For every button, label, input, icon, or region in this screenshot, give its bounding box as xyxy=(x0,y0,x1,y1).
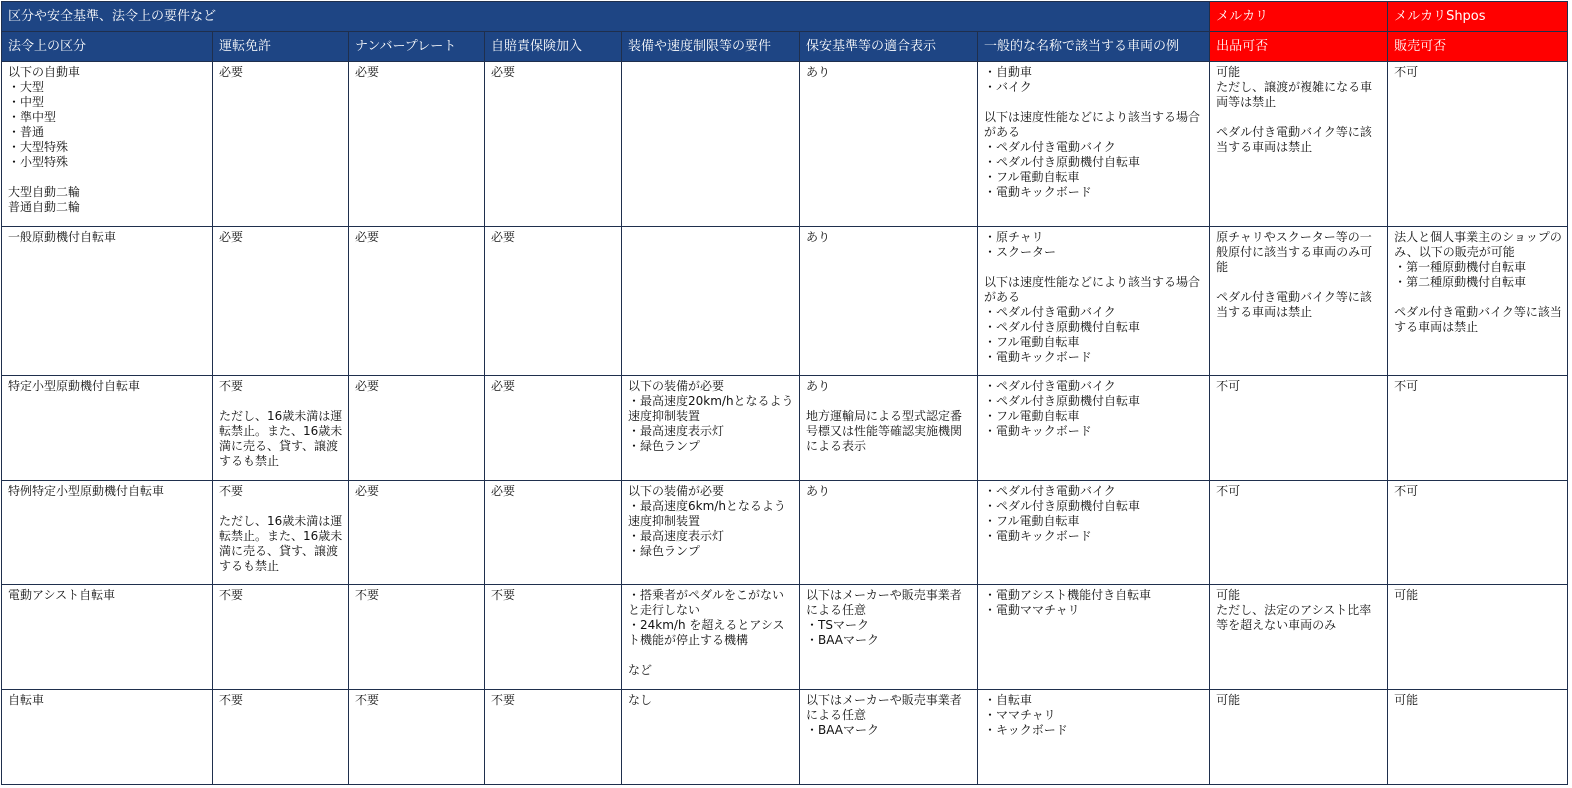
cell-license: 不要 ただし、16歳未満は運転禁止。また、16歳未満に売る、貸す、譲渡するも禁止 xyxy=(213,376,349,481)
cell-license: 必要 xyxy=(213,227,349,376)
cell-legal-class: 特例特定小型原動機付自転車 xyxy=(2,481,213,585)
cell-license: 不要 ただし、16歳未満は運転禁止。また、16歳未満に売る、貸す、譲渡するも禁止 xyxy=(213,481,349,585)
group-header-row xyxy=(2,2,1568,32)
column-header-plate: ナンバープレート xyxy=(349,32,485,62)
cell-examples: ・ペダル付き電動バイク ・ペダル付き原動機付自転車 ・フル電動自転車 ・電動キックボード xyxy=(978,481,1210,585)
cell-listing: 原チャリやスクーター等の一般原付に該当する車両のみ可能 ペダル付き電動バイク等に該当する車両は禁止 xyxy=(1210,227,1388,376)
cell-conformity: あり xyxy=(800,481,978,585)
cell-plate: 必要 xyxy=(349,376,485,481)
cell-equipment xyxy=(622,62,800,227)
cell-equipment: なし xyxy=(622,690,800,785)
cell-plate: 不要 xyxy=(349,585,485,690)
column-header-listing: 出品可否 xyxy=(1210,32,1388,62)
cell-listing: 不可 xyxy=(1210,481,1388,585)
cell-insurance: 不要 xyxy=(485,690,622,785)
cell-insurance: 必要 xyxy=(485,62,622,227)
column-header-equipment: 装備や速度制限等の要件 xyxy=(622,32,800,62)
cell-sales: 不可 xyxy=(1388,481,1568,585)
cell-legal-class: 電動アシスト自転車 xyxy=(2,585,213,690)
cell-license: 必要 xyxy=(213,62,349,227)
cell-legal-class: 自転車 xyxy=(2,690,213,785)
cell-insurance: 不要 xyxy=(485,585,622,690)
group-header-rules: 区分や安全基準、法令上の要件など xyxy=(2,2,1210,32)
column-header-license: 運転免許 xyxy=(213,32,349,62)
cell-examples: ・自転車 ・ママチャリ ・キックボード xyxy=(978,690,1210,785)
cell-listing: 可能 ただし、法定のアシスト比率等を超えない車両のみ xyxy=(1210,585,1388,690)
table-row xyxy=(2,227,1568,376)
cell-insurance: 必要 xyxy=(485,227,622,376)
cell-sales: 可能 xyxy=(1388,585,1568,690)
cell-legal-class: 以下の自動車 ・大型 ・中型 ・準中型 ・普通 ・大型特殊 ・小型特殊 大型自動二輪 普通自動二輪 xyxy=(2,62,213,227)
cell-license: 不要 xyxy=(213,690,349,785)
cell-listing: 可能 ただし、譲渡が複雑になる車両等は禁止 ペダル付き電動バイク等に該当する車両は禁止 xyxy=(1210,62,1388,227)
cell-conformity: あり xyxy=(800,62,978,227)
cell-sales: 不可 xyxy=(1388,376,1568,481)
cell-examples: ・ペダル付き電動バイク ・ペダル付き原動機付自転車 ・フル電動自転車 ・電動キックボード xyxy=(978,376,1210,481)
cell-sales: 不可 xyxy=(1388,62,1568,227)
cell-plate: 不要 xyxy=(349,690,485,785)
cell-insurance: 必要 xyxy=(485,376,622,481)
column-header-examples: 一般的な名称で該当する車両の例 xyxy=(978,32,1210,62)
cell-sales: 可能 xyxy=(1388,690,1568,785)
vehicle-regulation-table xyxy=(1,1,1568,785)
cell-equipment: ・搭乗者がペダルをこがないと走行しない ・24km/h を超えるとアシスト機能が停止する機構 など xyxy=(622,585,800,690)
column-header-sales: 販売可否 xyxy=(1388,32,1568,62)
cell-conformity: 以下はメーカーや販売事業者による任意 ・BAAマーク xyxy=(800,690,978,785)
cell-plate: 必要 xyxy=(349,62,485,227)
table-row xyxy=(2,690,1568,785)
column-header-insurance: 自賠責保険加入 xyxy=(485,32,622,62)
cell-plate: 必要 xyxy=(349,227,485,376)
cell-legal-class: 特定小型原動機付自転車 xyxy=(2,376,213,481)
table-row xyxy=(2,62,1568,227)
cell-listing: 可能 xyxy=(1210,690,1388,785)
cell-listing: 不可 xyxy=(1210,376,1388,481)
column-header-conformity: 保安基準等の適合表示 xyxy=(800,32,978,62)
cell-equipment xyxy=(622,227,800,376)
cell-sales: 法人と個人事業主のショップのみ、以下の販売が可能 ・第一種原動機付自転車 ・第二種原動機付自転車 ペダル付き電動バイク等に該当する車両は禁止 xyxy=(1388,227,1568,376)
cell-license: 不要 xyxy=(213,585,349,690)
table-row xyxy=(2,585,1568,690)
cell-plate: 必要 xyxy=(349,481,485,585)
table-row xyxy=(2,376,1568,481)
cell-conformity: あり 地方運輸局による型式認定番号標又は性能等確認実施機関による表示 xyxy=(800,376,978,481)
table-row xyxy=(2,481,1568,585)
cell-insurance: 必要 xyxy=(485,481,622,585)
cell-equipment: 以下の装備が必要 ・最高速度20km/hとなるよう速度抑制装置 ・最高速度表示灯 ・緑色ランプ xyxy=(622,376,800,481)
cell-equipment: 以下の装備が必要 ・最高速度6km/hとなるよう速度抑制装置 ・最高速度表示灯 ・緑色ランプ xyxy=(622,481,800,585)
column-header-row xyxy=(2,32,1568,62)
cell-conformity: あり xyxy=(800,227,978,376)
cell-examples: ・自動車 ・バイク 以下は速度性能などにより該当する場合がある ・ペダル付き電動バイク ・ペダル付き原動機付自転車 ・フル電動自転車 ・電動キックボード xyxy=(978,62,1210,227)
group-header-mercari: メルカリ xyxy=(1210,2,1388,32)
cell-examples: ・電動アシスト機能付き自転車 ・電動ママチャリ xyxy=(978,585,1210,690)
group-header-shops: メルカリShpos xyxy=(1388,2,1568,32)
cell-conformity: 以下はメーカーや販売事業者による任意 ・TSマーク ・BAAマーク xyxy=(800,585,978,690)
cell-examples: ・原チャリ ・スクーター 以下は速度性能などにより該当する場合がある ・ペダル付き電動バイク ・ペダル付き原動機付自転車 ・フル電動自転車 ・電動キックボード xyxy=(978,227,1210,376)
cell-legal-class: 一般原動機付自転車 xyxy=(2,227,213,376)
column-header-legal-class: 法令上の区分 xyxy=(2,32,213,62)
